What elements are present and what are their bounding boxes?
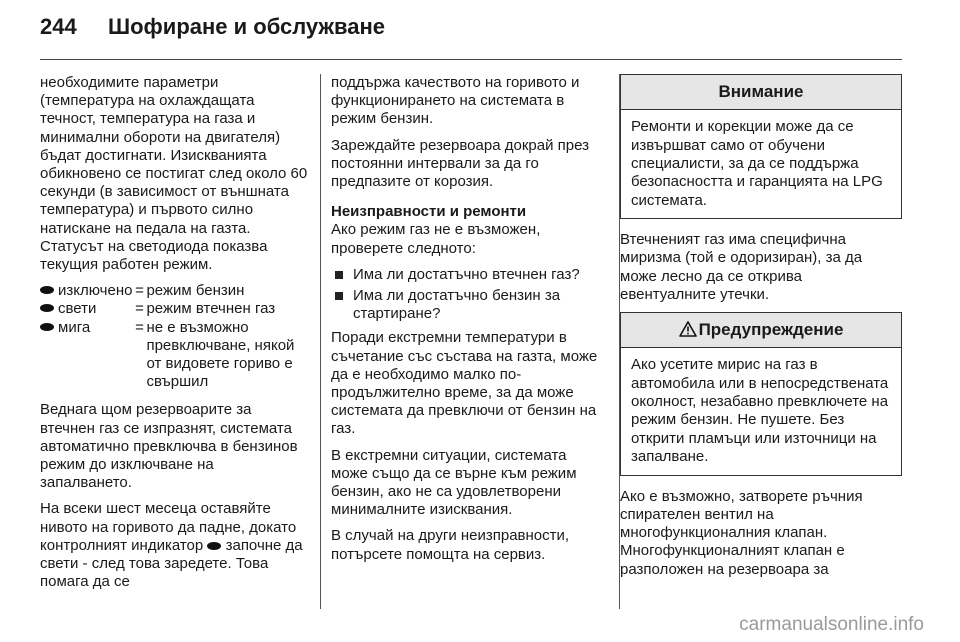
paragraph-part: На всеки шест месеца оставяйте нивото на горивото да падне, докато контролният индикатор: [40, 500, 297, 554]
paragraph: поддържа качеството на горивото и функционирането на системата в режим бензин.: [331, 74, 580, 128]
equals-sign: =: [135, 300, 144, 318]
warning-header: [621, 313, 901, 348]
bullet-square-icon: [335, 292, 343, 300]
indicator-meaning: режим втечнен газ: [146, 300, 276, 318]
column-left: [40, 74, 308, 599]
page-title: Шофиране и обслужване: [108, 14, 386, 39]
watermark: carmanualsonline.info: [739, 614, 924, 635]
lpg-indicator-icon: [40, 286, 54, 294]
warning-box: [620, 312, 902, 476]
indicator-state: свети: [58, 300, 97, 318]
paragraph: Веднага щом резервоарите за втечнен газ се изпразнят, системата автоматично превключва в бензинов режим до изключване на запалването.: [40, 401, 298, 492]
paragraph: Ако е възможно, затворете ръчния спирателен вентил на многофункционалния клапан. Многофункционалният клапан е разположен на резервоара за: [620, 487, 863, 578]
bullet-square-icon: [335, 271, 343, 279]
list-item: [331, 287, 605, 323]
column-middle: [331, 74, 605, 572]
equals-sign: =: [135, 282, 144, 300]
paragraph: В екстремни ситуации, системата може също да се върне към режим бензин, ако не са удовлетворени минималните изисквания.: [331, 446, 577, 519]
lpg-indicator-icon: [40, 304, 54, 312]
table-row: [40, 282, 308, 300]
column-divider-1: [320, 74, 321, 609]
paragraph: Втечненият газ има специфична миризма (той е одоризиран), за да може лесно да се открива евентуалните утечки.: [620, 231, 863, 303]
header-rule: [40, 59, 902, 60]
notice-box: [620, 74, 902, 219]
list-item: [331, 266, 605, 284]
list-item-text: Има ли достатъчно бензин за стартиране?: [353, 287, 561, 323]
page-header: [40, 14, 385, 40]
table-row: [40, 300, 308, 318]
paragraph-part: започне да свети - след това заредете. Това помага да се: [40, 536, 303, 591]
lpg-indicator-icon: [40, 323, 54, 331]
paragraph: Ако режим газ не е възможен, проверете следното:: [331, 221, 541, 257]
indicator-meaning: режим бензин: [146, 282, 245, 300]
column-right: [620, 74, 902, 587]
list-item-text: Има ли достатъчно втечнен газ?: [353, 265, 580, 283]
indicator-meaning: не е възможно превключване, някой от видовете гориво е свършил: [146, 318, 295, 391]
lpg-indicator-icon: [207, 542, 221, 550]
warning-title: Предупреждение: [698, 320, 844, 340]
paragraph: В случай на други неизправности, потърсете помощта на сервиз.: [331, 527, 570, 563]
notice-title: Внимание: [621, 75, 901, 110]
table-row: [40, 319, 308, 392]
warning-triangle-icon: [679, 321, 697, 337]
warning-body: Ако усетите мирис на газ в автомобила или в непосредствената околност, незабавно превключете на режим бензин. Не пушете. Без открити пламъци или източници на запалване.: [631, 356, 889, 466]
equals-sign: =: [135, 318, 144, 336]
checklist: [331, 266, 605, 324]
paragraph: [40, 500, 308, 591]
paragraph: Поради екстремни температури в съчетание със състава на газта, може да е необходимо малко по-продължително време, за да може системата да превключи от бензин на газ.: [331, 329, 598, 438]
paragraph: Зареждайте резервоара докрай през постоянни интервали за да го предпазите от корозия.: [331, 136, 589, 191]
page-number: 244: [40, 14, 77, 39]
indicator-state: мига: [58, 318, 91, 336]
notice-body: Ремонти и корекции може да се извършват само от обучени специалисти, за да се поддържа безопасността и гаранцията на LPG системата.: [631, 118, 883, 209]
indicator-status-table: [40, 282, 308, 391]
indicator-state: изключено: [58, 282, 133, 300]
section-heading: Неизправности и ремонти: [331, 203, 527, 221]
paragraph: необходимите параметри (температура на охлаждащата течност, температура на газа и минимални обороти на двигателя) бъдат достигнати. Изискванията обикновено се постигат след около 60 секунди (в зависимост от външната температура) и първото силно натискане на педала на газта. Статусът на светодиода показва текущия работен режим.: [40, 74, 308, 274]
